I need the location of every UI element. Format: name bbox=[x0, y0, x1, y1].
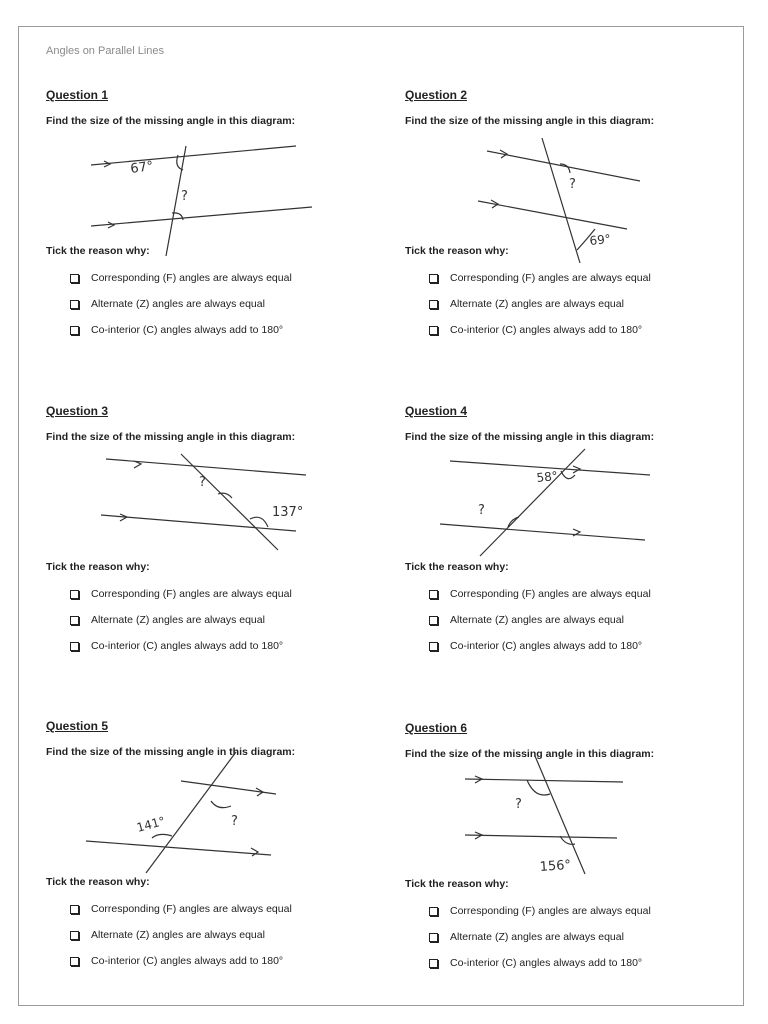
reason-prompt: Tick the reason why: bbox=[46, 561, 150, 573]
checkbox[interactable] bbox=[70, 274, 79, 283]
checkbox[interactable] bbox=[429, 300, 438, 309]
question-5 bbox=[46, 719, 376, 979]
unknown-angle-label: ? bbox=[478, 503, 485, 518]
checkbox[interactable] bbox=[429, 959, 438, 968]
unknown-angle-label: ? bbox=[181, 189, 188, 204]
question-title: Question 3 bbox=[46, 404, 109, 418]
checkbox[interactable] bbox=[429, 642, 438, 651]
question-title: Question 6 bbox=[405, 721, 468, 735]
reason-option-corresponding[interactable]: Corresponding (F) angles are always equal bbox=[70, 586, 292, 602]
angle-diagram bbox=[86, 449, 304, 579]
checkbox[interactable] bbox=[70, 300, 79, 309]
reason-option-alternate[interactable]: Alternate (Z) angles are always equal bbox=[429, 929, 624, 945]
angle-diagram bbox=[445, 766, 645, 896]
question-2 bbox=[405, 88, 735, 348]
reason-prompt: Tick the reason why: bbox=[405, 245, 509, 257]
question-prompt: Find the size of the missing angle in this diagram: bbox=[46, 746, 296, 758]
reason-option-co-interior[interactable]: Co-interior (C) angles always add to 180° bbox=[70, 953, 283, 969]
angle-diagram bbox=[445, 449, 645, 579]
given-angle-label: 67° bbox=[129, 158, 155, 177]
question-prompt: Find the size of the missing angle in this diagram: bbox=[405, 748, 655, 760]
checkbox[interactable] bbox=[429, 933, 438, 942]
reason-option-alternate[interactable]: Alternate (Z) angles are always equal bbox=[70, 612, 265, 628]
checkbox[interactable] bbox=[429, 616, 438, 625]
worksheet-title: Angles on Parallel Lines bbox=[46, 45, 165, 57]
question-3 bbox=[46, 404, 376, 664]
reason-option-co-interior[interactable]: Co-interior (C) angles always add to 180° bbox=[429, 638, 642, 654]
reason-prompt: Tick the reason why: bbox=[46, 876, 150, 888]
checkbox[interactable] bbox=[70, 957, 79, 966]
given-angle-label: 69° bbox=[588, 231, 612, 248]
checkbox[interactable] bbox=[70, 642, 79, 651]
angle-diagram bbox=[86, 133, 286, 263]
reason-prompt: Tick the reason why: bbox=[405, 561, 509, 573]
given-angle-label: 156° bbox=[539, 857, 572, 875]
reason-option-corresponding[interactable]: Corresponding (F) angles are always equal bbox=[70, 901, 292, 917]
question-prompt: Find the size of the missing angle in this diagram: bbox=[405, 115, 655, 127]
given-angle-label: 141° bbox=[135, 813, 167, 835]
unknown-angle-label: ? bbox=[199, 475, 206, 490]
checkbox[interactable] bbox=[70, 590, 79, 599]
angle-diagram bbox=[445, 133, 645, 263]
question-prompt: Find the size of the missing angle in this diagram: bbox=[46, 431, 296, 443]
question-prompt: Find the size of the missing angle in this diagram: bbox=[405, 431, 655, 443]
question-prompt: Find the size of the missing angle in this diagram: bbox=[46, 115, 296, 127]
given-angle-label: 137° bbox=[272, 505, 304, 520]
question-4 bbox=[405, 404, 735, 664]
checkbox[interactable] bbox=[70, 905, 79, 914]
checkbox[interactable] bbox=[70, 326, 79, 335]
unknown-angle-label: ? bbox=[231, 814, 238, 829]
unknown-angle-label: ? bbox=[569, 177, 576, 192]
reason-option-corresponding[interactable]: Corresponding (F) angles are always equal bbox=[429, 270, 651, 286]
question-6 bbox=[405, 721, 735, 981]
checkbox[interactable] bbox=[429, 274, 438, 283]
checkbox[interactable] bbox=[70, 931, 79, 940]
question-title: Question 5 bbox=[46, 719, 109, 733]
reason-option-alternate[interactable]: Alternate (Z) angles are always equal bbox=[429, 296, 624, 312]
reason-option-co-interior[interactable]: Co-interior (C) angles always add to 180° bbox=[70, 638, 283, 654]
reason-option-corresponding[interactable]: Corresponding (F) angles are always equal bbox=[429, 586, 651, 602]
angle-diagram bbox=[86, 764, 286, 894]
reason-prompt: Tick the reason why: bbox=[46, 245, 150, 257]
checkbox[interactable] bbox=[429, 907, 438, 916]
checkbox[interactable] bbox=[429, 326, 438, 335]
reason-option-co-interior[interactable]: Co-interior (C) angles always add to 180° bbox=[70, 322, 283, 338]
reason-option-co-interior[interactable]: Co-interior (C) angles always add to 180° bbox=[429, 322, 642, 338]
reason-option-co-interior[interactable]: Co-interior (C) angles always add to 180° bbox=[429, 955, 642, 971]
given-angle-label: 58° bbox=[535, 468, 559, 485]
question-1 bbox=[46, 88, 376, 348]
reason-prompt: Tick the reason why: bbox=[405, 878, 509, 890]
reason-option-alternate[interactable]: Alternate (Z) angles are always equal bbox=[70, 296, 265, 312]
question-title: Question 4 bbox=[405, 404, 468, 418]
reason-option-alternate[interactable]: Alternate (Z) angles are always equal bbox=[70, 927, 265, 943]
unknown-angle-label: ? bbox=[515, 797, 522, 812]
checkbox[interactable] bbox=[429, 590, 438, 599]
checkbox[interactable] bbox=[70, 616, 79, 625]
reason-option-corresponding[interactable]: Corresponding (F) angles are always equal bbox=[70, 270, 292, 286]
question-title: Question 1 bbox=[46, 88, 109, 102]
question-title: Question 2 bbox=[405, 88, 468, 102]
reason-option-corresponding[interactable]: Corresponding (F) angles are always equal bbox=[429, 903, 651, 919]
reason-option-alternate[interactable]: Alternate (Z) angles are always equal bbox=[429, 612, 624, 628]
